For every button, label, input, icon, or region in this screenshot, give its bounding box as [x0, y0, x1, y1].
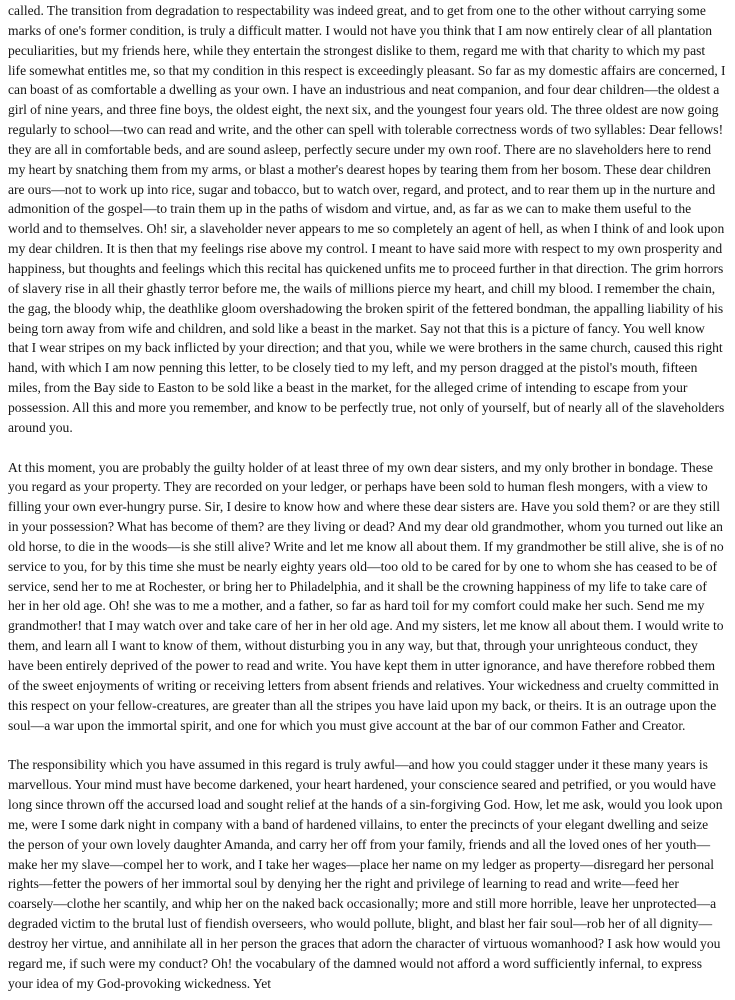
paragraph-1: called. The transition from degradation to respectability was indeed great, and to get from one to the other without carrying some marks of one's former condition, is truly a difficult matter. I would not have you think that I am now entirely clear of all plantation peculiarities, but my friends here, while they entertain the strongest dislike to them, regard me with that charity to which my past life somewhat entitles me, so that my condition in this respect is exceedingly pleasant. So far as my domestic affairs are concerned, I can boast of as comfortable a dwelling as your own. I have an industrious and neat companion, and four dear children—the oldest a girl of nine years, and three fine boys, the oldest eight, the next six, and the youngest four years old. The three oldest are now going regularly to school—two can read and write, and the other can spell with tolerable correctness words of two syllables: Dear fellows! they are all in comfortable beds, and are sound asleep, perfectly secure under my own roof. There are no slaveholders here to rend my heart by snatching them from my arms, or blast a mother's dearest hopes by tearing them from her bosom. These dear children are ours—not to work up into rice, sugar and tobacco, but to watch over, regard, and protect, and to rear them up in the nurture and admonition of the gospel—to train them up in the paths of wisdom and virtue, and, as far as we can to make them useful to the world and to themselves. Oh! sir, a slaveholder never appears to me so completely an agent of hell, as when I think of and look upon my dear children. It is then that my feelings rise above my control. I meant to have said more with respect to my own prosperity and happiness, but thoughts and feelings which this recital has quickened unfits me to proceed further in that direction. The grim horrors of slavery rise in all their ghastly terror before me, the wails of millions pierce my heart, and chill my blood. I remember the chain, the gag, the bloody whip, the deathlike gloom overshadowing the broken spirit of the fettered bondman, the appalling liability of his being torn away from wife and children, and sold like a beast in the market. Say not that this is a picture of fancy. You well know that I wear stripes on my back inflicted by your direction; and that you, while we were brothers in the same church, caused this right hand, with which I am now penning this letter, to be closely tied to my left, and my person dragged at the pistol's mouth, fifteen miles, from the Bay side to Easton to be sold like a beast in the market, for the alleged crime of intending to escape from your possession. All this and more you remember, and know to be perfectly true, not only of yourself, but of nearly all of the slaveholders around you. — [8, 3, 726, 435]
paragraph-2: At this moment, you are probably the guilty holder of at least three of my own dear sisters, and my only brother in bondage. These you regard as your property. They are recorded on your ledger, or perhaps have been sold to human flesh mongers, with a view to filling your own ever-hungry purse. Sir, I desire to know how and where these dear sisters are. Have you sold them? or are they still in your possession? What has become of them? are they living or dead? And my dear old grandmother, whom you turned out like an old horse, to die in the woods—is she still alive? Write and let me know all about them. If my grandmother be still alive, she is of no service to you, for by this time she must be nearly eighty years old—too old to be cared for by one to whom she has ceased to be of service, send her to me at Rochester, or bring her to Philadelphia, and it shall be the crowning happiness of my life to take care of her in her old age. Oh! she was to me a mother, and a father, so far as hard toil for my comfort could make her such. Send me my grandmother! that I may watch over and take care of her in her old age. And my sisters, let me know all about them. I would write to them, and learn all I want to know of them, without disturbing you in any way, but that, through your unrighteous conduct, they have been entirely deprived of the power to read and write. You have kept them in utter ignorance, and have therefore robbed them of the sweet enjoyments of writing or receiving letters from absent friends and relatives. Your wickedness and cruelty committed in this respect on your fellow-creatures, are greater than all the stripes you have laid upon my back, or theirs. It is an outrage upon the soul—a war upon the immortal spirit, and one for which you must give account at the bar of our common Father and Creator. — [8, 459, 724, 733]
paragraph-3: The responsibility which you have assumed in this regard is truly awful—and how you could stagger under it these many years is marvellous. Your mind must have become darkened, your heart hardened, your conscience seared and petrified, or you would have long since thrown off the accursed load and sought relief at the hands of a sin-forgiving God. How, let me ask, would you look upon me, were I some dark night in company with a band of hardened villains, to enter the precincts of your elegant dwelling and seize the person of your own lovely daughter Amanda, and carry her off from your family, friends and all the loved ones of her youth—make her my slave—compel her to work, and I take her wages—place her name on my ledger as property—disregard her personal rights—fetter the powers of her immortal soul by denying her the right and privilege of learning to read and write—feed her coarsely—clothe her scantily, and whip her on the naked back occasionally; more and still more horrible, leave her unprotected—a degraded victim to the brutal lust of fiendish overseers, who would pollute, blight, and blast her fair soul—rob her of all dignity—destroy her virtue, and annihilate all in her person the graces that adorn the character of virtuous womanhood? I ask how would you regard me, if such were my conduct? Oh! the vocabulary of the damned would not afford a word sufficiently infernal, to express your idea of my God-provoking wickedness. Yet — [8, 757, 723, 991]
